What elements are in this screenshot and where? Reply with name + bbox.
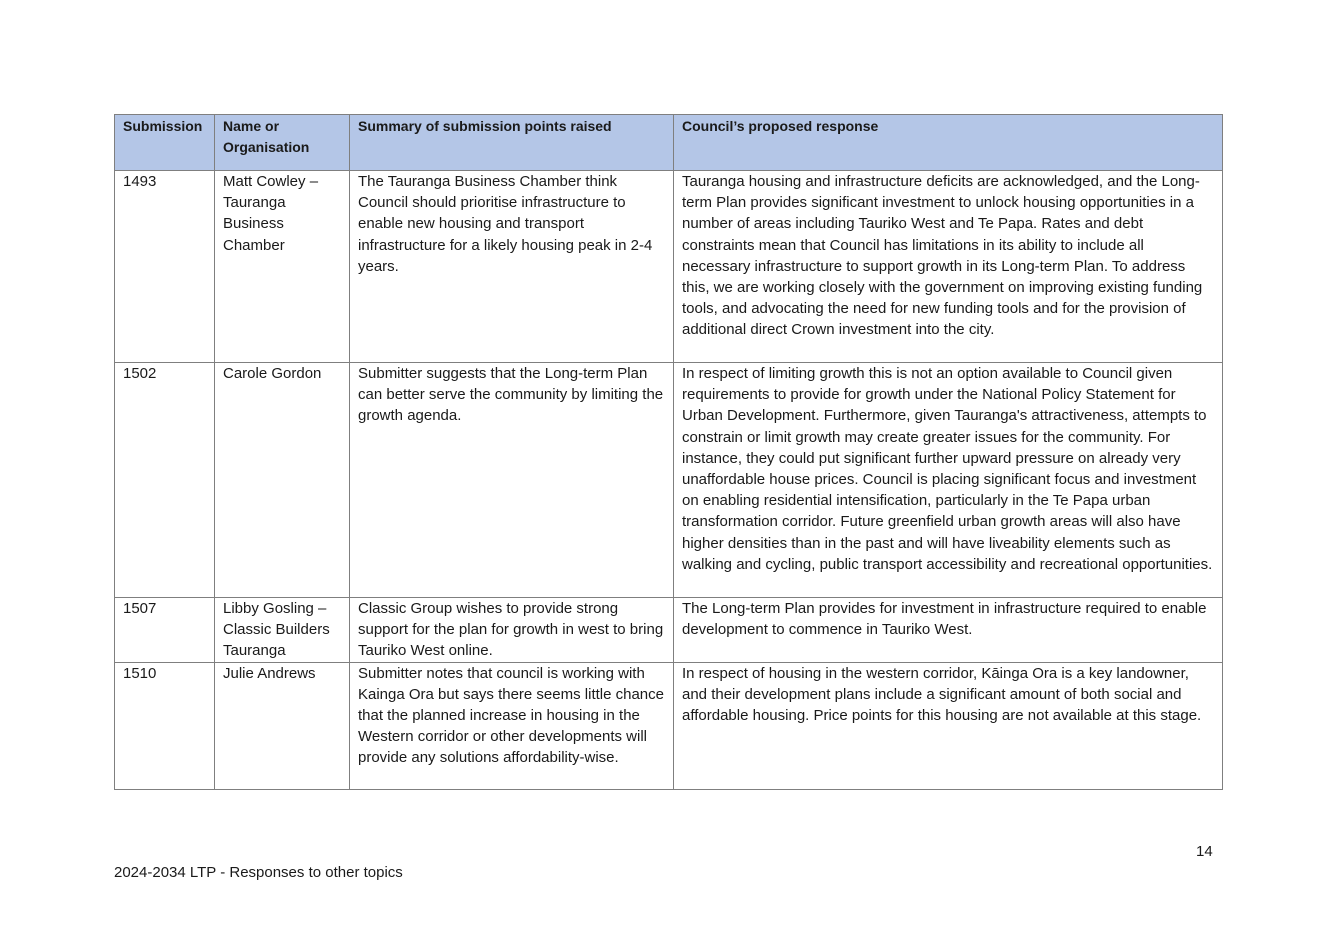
header-submission: Submission (115, 115, 215, 171)
page-number: 14 (1196, 843, 1213, 860)
header-summary: Summary of submission points raised (350, 115, 674, 171)
cell-response: In respect of limiting growth this is not an option available to Council given requirements to provide for growth under the National Policy Statement for Urban Development. Furthermore, given Tauranga's attractiveness, attempts to constrain or limit growth may create greater issues for the community. For instance, they could put significant further upward pressure on already very unaffordable house prices. Council is placing significant focus and investment on enabling residential intensification, particularly in the Te Papa urban transformation corridor. Future greenfield urban growth areas will also have higher densities than in the past and will have liveability elements such as walking and cycling, public transport accessibility and recreational opportunities. (674, 363, 1223, 598)
submissions-table (114, 114, 1223, 790)
cell-name: Julie Andrews (215, 662, 350, 789)
cell-submission: 1510 (115, 662, 215, 789)
cell-summary: The Tauranga Business Chamber think Council should prioritise infrastructure to enable new housing and transport infrastructure for a likely housing peak in 2-4 years. (350, 171, 674, 363)
table-row (115, 662, 1223, 789)
cell-name: Carole Gordon (215, 363, 350, 598)
table-header-row (115, 115, 1223, 171)
cell-name: Libby Gosling – Classic Builders Tauranga (215, 598, 350, 663)
cell-summary: Classic Group wishes to provide strong support for the plan for growth in west to bring Tauriko West online. (350, 598, 674, 663)
cell-submission: 1502 (115, 363, 215, 598)
table-row (115, 171, 1223, 363)
cell-submission: 1493 (115, 171, 215, 363)
cell-name: Matt Cowley – Tauranga Business Chamber (215, 171, 350, 363)
page-footer: 2024-2034 LTP - Responses to other topics (114, 864, 403, 881)
cell-submission: 1507 (115, 598, 215, 663)
header-name-or-organisation: Name or Organisation (215, 115, 350, 171)
cell-response: In respect of housing in the western corridor, Kāinga Ora is a key landowner, and their development plans include a significant amount of both social and affordable housing. Price points for this housing are not available at this stage. (674, 662, 1223, 789)
cell-response: Tauranga housing and infrastructure deficits are acknowledged, and the Long-term Plan provides significant investment to unlock housing opportunities in a number of areas including Tauriko West and Te Papa. Rates and debt constraints mean that Council has limitations in its ability to include all necessary infrastructure to support growth in its Long-term Plan. To address this, we are working closely with the government on improving existing funding tools, and advocating the need for new funding tools and for the provision of additional direct Crown investment into the city. (674, 171, 1223, 363)
cell-summary: Submitter suggests that the Long-term Plan can better serve the community by limiting the growth agenda. (350, 363, 674, 598)
cell-response: The Long-term Plan provides for investment in infrastructure required to enable development to commence in Tauriko West. (674, 598, 1223, 663)
cell-summary: Submitter notes that council is working with Kainga Ora but says there seems little chance that the planned increase in housing in the Western corridor or other developments will provide any solutions affordability-wise. (350, 662, 674, 789)
table-row (115, 598, 1223, 663)
table-row (115, 363, 1223, 598)
header-council-response: Council’s proposed response (674, 115, 1223, 171)
